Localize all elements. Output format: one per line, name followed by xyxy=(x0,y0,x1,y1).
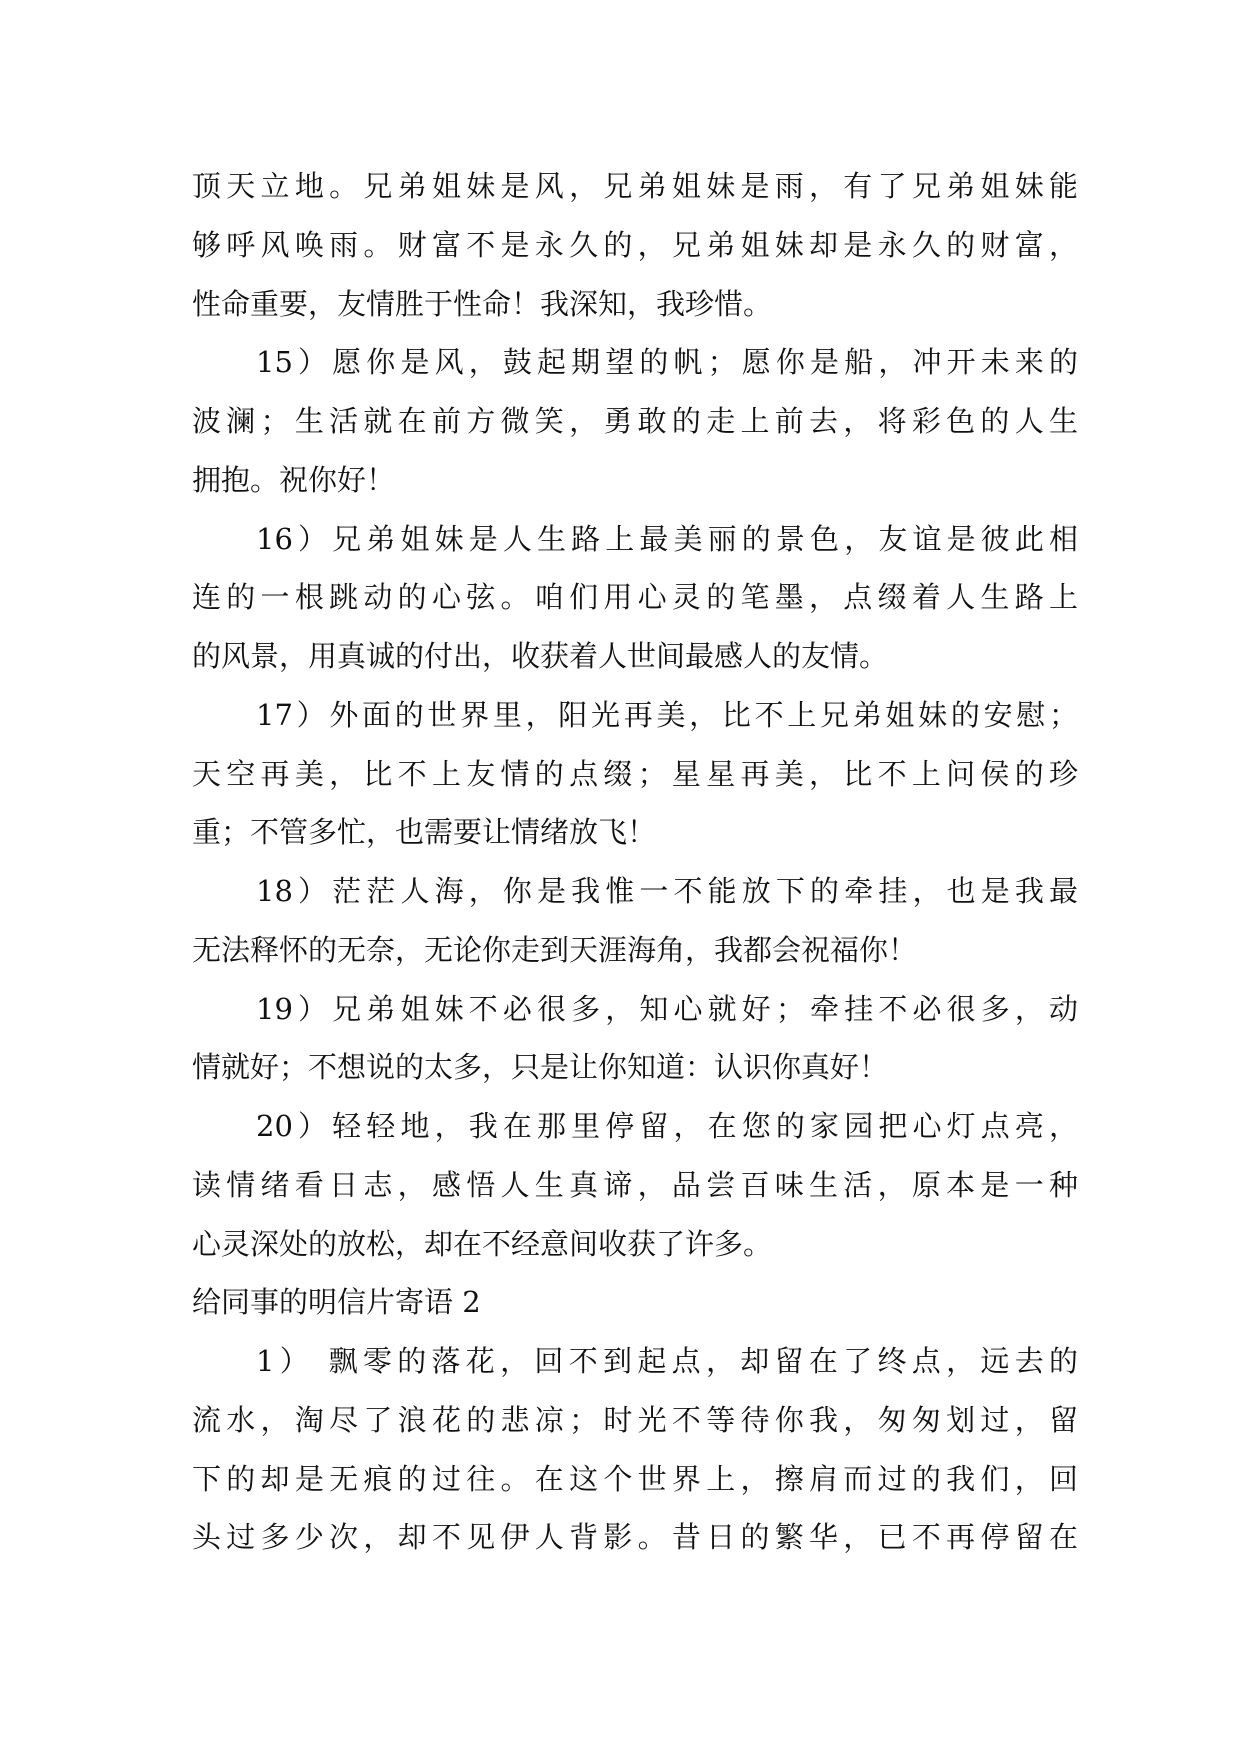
paragraph-line: 顶天立地。兄弟姐妹是风，兄弟姐妹是雨，有了兄弟姐妹能 xyxy=(192,169,1078,203)
section-title-text: 给同事的明信片寄语 2 xyxy=(192,1285,481,1320)
paragraph-line: 流水，淘尽了浪花的悲凉；时光不等待你我，匆匆划过，留 xyxy=(192,1402,1078,1437)
paragraph-item-17 xyxy=(192,686,1078,862)
paragraph-line: 头过多少次，却不见伊人背影。昔日的繁华，已不再停留在 xyxy=(192,1520,1078,1555)
paragraph-line: 15）愿你是风，鼓起期望的帆；愿你是船，冲开未来的 xyxy=(256,345,1078,380)
paragraph-line: 下的却是无痕的过往。在这个世界上，擦肩而过的我们，回 xyxy=(192,1461,1078,1496)
paragraph-line: 天空再美，比不上友情的点缀；星星再美，比不上问侯的珍 xyxy=(192,756,1078,791)
paragraph-item-16 xyxy=(192,510,1078,686)
paragraph-line: 18）茫茫人海，你是我惟一不能放下的牵挂，也是我最 xyxy=(256,874,1078,908)
section-title xyxy=(192,1273,1078,1332)
paragraph-item-20 xyxy=(192,1097,1078,1273)
paragraph-line: 连的一根跳动的心弦。咱们用心灵的笔墨，点缀着人生路上 xyxy=(192,580,1078,615)
paragraph-line: 性命重要，友情胜于性命！我深知，我珍惜。 xyxy=(192,286,773,321)
paragraph-continuation xyxy=(192,157,1078,333)
paragraph-line: 心灵深处的放松，却在不经意间收获了许多。 xyxy=(192,1226,773,1261)
paragraph-item-19 xyxy=(192,980,1078,1098)
paragraph-item-18 xyxy=(192,862,1078,980)
paragraph-item-1 xyxy=(192,1332,1078,1567)
paragraph-line: 无法释怀的无奈，无论你走到天涯海角，我都会祝福你！ xyxy=(192,932,918,967)
paragraph-line: 够呼风唤雨。财富不是永久的，兄弟姐妹却是永久的财富， xyxy=(192,227,1078,262)
paragraph-line: 拥抱。祝你好！ xyxy=(192,462,396,497)
paragraph-line: 波澜；生活就在前方微笑，勇敢的走上前去，将彩色的人生 xyxy=(192,404,1078,438)
paragraph-line: 1） 飘零的落花，回不到起点，却留在了终点，远去的 xyxy=(256,1344,1078,1378)
paragraph-line: 20）轻轻地，我在那里停留，在您的家园把心灯点亮， xyxy=(256,1109,1078,1143)
paragraph-line: 的风景，用真诚的付出，收获着人世间最感人的友情。 xyxy=(192,639,889,673)
paragraph-line: 19）兄弟姐妹不必很多，知心就好；牵挂不必很多，动 xyxy=(256,991,1078,1026)
paragraph-line: 情就好；不想说的太多，只是让你知道：认识你真好！ xyxy=(192,1050,889,1085)
paragraph-line: 读情绪看日志，感悟人生真谛，品尝百味生活，原本是一种 xyxy=(192,1167,1078,1202)
paragraph-line: 16）兄弟姐妹是人生路上最美丽的景色，友谊是彼此相 xyxy=(256,521,1078,556)
document-body xyxy=(192,157,1078,1567)
paragraph-item-15 xyxy=(192,333,1078,509)
paragraph-line: 17）外面的世界里，阳光再美，比不上兄弟姐妹的安慰； xyxy=(256,697,1078,732)
paragraph-line: 重；不管多忙，也需要让情绪放飞！ xyxy=(192,815,657,850)
